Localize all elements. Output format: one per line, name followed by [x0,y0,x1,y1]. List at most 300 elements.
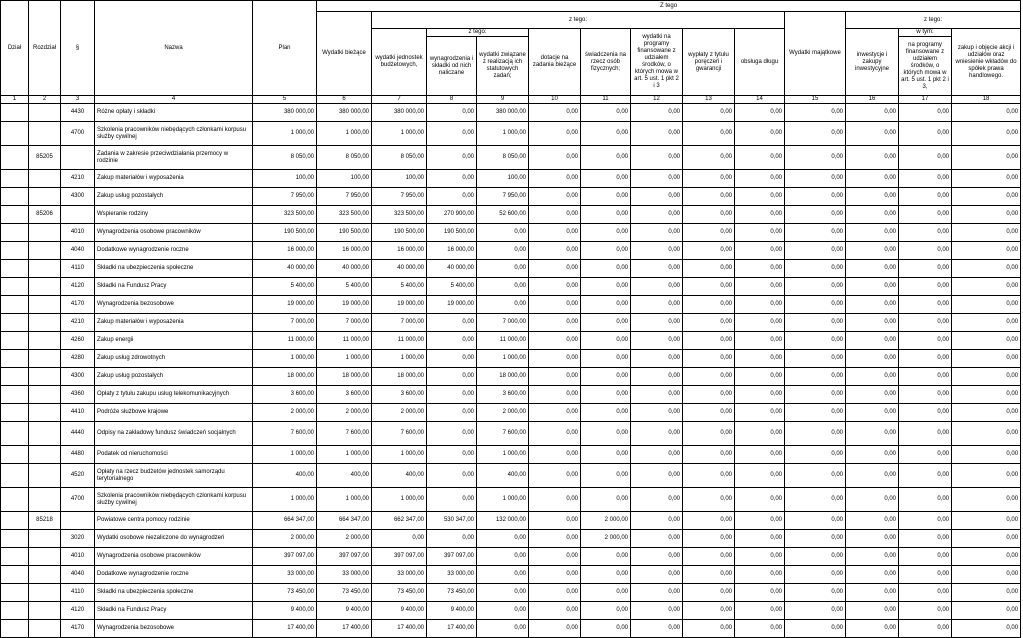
rozdzial-cell [29,242,61,260]
amount-cell: 0,00 [952,368,1021,386]
col-wynagrodzenia: wynagrodzenia i składki od nich naliczane [427,37,477,96]
amount-cell: 0,00 [529,404,581,422]
dzial-cell [1,404,29,422]
amount-cell: 400,00 [317,464,372,488]
amount-cell: 380 000,00 [317,104,372,122]
amount-cell: 0,00 [477,620,529,638]
col-wydatki-biezace: Wydatki bieżące [317,12,372,96]
nazwa-cell: Dodatkowe wynagrodzenie roczne [95,242,253,260]
amount-cell: 100,00 [317,170,372,188]
paragraf-cell: 4700 [61,122,95,146]
amount-cell: 0,00 [846,206,899,224]
table-row [1,464,1021,488]
amount-cell: 397 097,00 [317,548,372,566]
amount-cell: 190 500,00 [317,224,372,242]
amount-cell: 380 000,00 [253,104,317,122]
dzial-cell [1,206,29,224]
table-row [1,446,1021,464]
amount-cell: 40 000,00 [427,260,477,278]
nazwa-cell: Składki na ubezpieczenia społeczne [95,260,253,278]
amount-cell: 3 600,00 [372,386,427,404]
paragraf-cell: 4520 [61,464,95,488]
paragraf-cell: 4120 [61,278,95,296]
amount-cell: 0,00 [581,566,631,584]
amount-cell: 0,00 [683,488,735,512]
nazwa-cell: Składki na Fundusz Pracy [95,602,253,620]
amount-cell: 0,00 [631,446,683,464]
table-row [1,104,1021,122]
amount-cell: 0,00 [899,146,952,170]
amount-cell: 0,00 [683,530,735,548]
col-nazwa: Nazwa [95,1,253,96]
col-inwestycje: inwestycje i zakupy inwestycyjne [846,29,899,96]
amount-cell: 0,00 [581,278,631,296]
amount-cell: 33 000,00 [372,566,427,584]
amount-cell: 0,00 [785,446,846,464]
amount-cell: 0,00 [952,314,1021,332]
amount-cell: 0,00 [477,260,529,278]
amount-cell: 0,00 [899,404,952,422]
amount-cell: 0,00 [529,332,581,350]
amount-cell: 0,00 [899,278,952,296]
amount-cell: 1 000,00 [253,122,317,146]
nazwa-cell: Opłaty z tytułu zakupu usług telekomunikacyjnych [95,386,253,404]
amount-cell: 0,00 [631,278,683,296]
amount-cell: 0,00 [631,602,683,620]
rozdzial-cell [29,548,61,566]
amount-cell: 100,00 [372,170,427,188]
paragraf-cell: 4700 [61,488,95,512]
amount-cell: 400,00 [477,464,529,488]
amount-cell: 0,00 [846,104,899,122]
amount-cell: 0,00 [899,530,952,548]
amount-cell: 73 450,00 [372,584,427,602]
amount-cell: 270 900,00 [427,206,477,224]
amount-cell: 33 000,00 [427,566,477,584]
amount-cell: 0,00 [581,224,631,242]
amount-cell: 0,00 [581,620,631,638]
amount-cell: 7 000,00 [253,314,317,332]
amount-cell: 0,00 [581,206,631,224]
amount-cell: 0,00 [427,104,477,122]
dzial-cell [1,296,29,314]
column-number: 11 [581,96,631,104]
amount-cell: 0,00 [785,548,846,566]
paragraf-cell: 4170 [61,620,95,638]
amount-cell: 0,00 [735,206,785,224]
amount-cell: 0,00 [581,188,631,206]
amount-cell: 40 000,00 [372,260,427,278]
amount-cell: 0,00 [952,386,1021,404]
amount-cell: 0,00 [735,314,785,332]
amount-cell: 0,00 [631,242,683,260]
amount-cell: 0,00 [529,122,581,146]
amount-cell: 0,00 [846,530,899,548]
nazwa-cell: Wynagrodzenia bezosobowe [95,296,253,314]
col-dzial: Dział [1,1,29,96]
amount-cell: 0,00 [785,512,846,530]
amount-cell: 0,00 [427,404,477,422]
rozdzial-cell [29,386,61,404]
amount-cell: 16 000,00 [427,242,477,260]
amount-cell: 11 000,00 [372,332,427,350]
amount-cell: 18 000,00 [372,368,427,386]
col-na-programy: na programy finansowane z udziałem środków, o których mowa w art. 5 ust. 1 pkt 2 i 3, [899,37,952,96]
amount-cell: 0,00 [899,260,952,278]
amount-cell: 73 450,00 [253,584,317,602]
paragraf-cell [61,512,95,530]
table-body [1,104,1021,638]
amount-cell: 0,00 [785,242,846,260]
amount-cell: 1 000,00 [253,488,317,512]
amount-cell: 1 000,00 [317,350,372,368]
amount-cell: 0,00 [735,242,785,260]
rozdzial-cell [29,422,61,446]
amount-cell: 17 400,00 [253,620,317,638]
amount-cell: 0,00 [427,422,477,446]
amount-cell: 18 000,00 [253,368,317,386]
amount-cell: 0,00 [899,224,952,242]
nazwa-cell: Powiatowe centra pomocy rodzinie [95,512,253,530]
nazwa-cell: Podatek od nieruchomości [95,446,253,464]
amount-cell: 0,00 [735,104,785,122]
amount-cell: 0,00 [735,404,785,422]
amount-cell: 17 400,00 [317,620,372,638]
amount-cell: 1 000,00 [477,122,529,146]
paragraf-cell: 4430 [61,104,95,122]
nazwa-cell: Dodatkowe wynagrodzenie roczne [95,566,253,584]
amount-cell: 0,00 [952,332,1021,350]
paragraf-cell: 4300 [61,368,95,386]
amount-cell: 0,00 [427,170,477,188]
amount-cell: 0,00 [899,188,952,206]
paragraf-cell: 4210 [61,314,95,332]
amount-cell: 0,00 [631,464,683,488]
amount-cell: 7 950,00 [372,188,427,206]
column-number: 13 [683,96,735,104]
amount-cell: 18 000,00 [477,368,529,386]
amount-cell: 0,00 [581,584,631,602]
table-row [1,122,1021,146]
amount-cell: 0,00 [785,314,846,332]
amount-cell: 0,00 [427,488,477,512]
rozdzial-cell [29,530,61,548]
amount-cell: 0,00 [683,332,735,350]
amount-cell: 400,00 [372,464,427,488]
amount-cell: 9 400,00 [372,602,427,620]
table-row [1,188,1021,206]
amount-cell: 0,00 [735,146,785,170]
amount-cell: 0,00 [683,170,735,188]
rozdzial-cell [29,488,61,512]
amount-cell: 0,00 [631,566,683,584]
rozdzial-cell [29,620,61,638]
amount-cell: 0,00 [529,446,581,464]
amount-cell: 0,00 [581,122,631,146]
amount-cell: 0,00 [846,296,899,314]
amount-cell: 0,00 [846,422,899,446]
amount-cell: 0,00 [899,314,952,332]
amount-cell: 0,00 [785,332,846,350]
rozdzial-cell: 85218 [29,512,61,530]
amount-cell: 0,00 [631,584,683,602]
dzial-cell [1,512,29,530]
amount-cell: 0,00 [581,602,631,620]
amount-cell: 0,00 [785,170,846,188]
col-rozdzial: Rozdział [29,1,61,96]
amount-cell: 0,00 [427,122,477,146]
amount-cell: 7 000,00 [477,314,529,332]
amount-cell: 0,00 [581,170,631,188]
amount-cell: 0,00 [899,620,952,638]
amount-cell: 0,00 [372,530,427,548]
dzial-cell [1,446,29,464]
amount-cell: 0,00 [846,464,899,488]
col-z-tego-majatkowe: z tego: [846,12,1021,29]
amount-cell: 1 000,00 [317,122,372,146]
col-dotacje: dotacje na zadania bieżące [529,29,581,96]
amount-cell: 7 000,00 [317,314,372,332]
amount-cell: 0,00 [735,446,785,464]
amount-cell: 0,00 [785,350,846,368]
dzial-cell [1,170,29,188]
amount-cell: 1 000,00 [372,122,427,146]
amount-cell: 0,00 [581,242,631,260]
column-number: 2 [29,96,61,104]
amount-cell: 100,00 [477,170,529,188]
amount-cell: 9 400,00 [317,602,372,620]
nazwa-cell: Szkolenia pracowników niebędących członkami korpusu służby cywilnej [95,488,253,512]
dzial-cell [1,566,29,584]
amount-cell: 0,00 [899,332,952,350]
rozdzial-cell [29,122,61,146]
dzial-cell [1,104,29,122]
amount-cell: 0,00 [529,242,581,260]
amount-cell: 0,00 [899,386,952,404]
rozdzial-cell [29,170,61,188]
amount-cell: 0,00 [581,386,631,404]
paragraf-cell: 4110 [61,584,95,602]
amount-cell: 0,00 [846,260,899,278]
amount-cell: 190 500,00 [372,224,427,242]
amount-cell: 0,00 [529,260,581,278]
amount-cell: 0,00 [952,350,1021,368]
nazwa-cell: Zakup materiałów i wyposażenia [95,170,253,188]
amount-cell: 0,00 [735,332,785,350]
amount-cell: 0,00 [683,146,735,170]
amount-cell: 0,00 [899,566,952,584]
amount-cell: 0,00 [683,404,735,422]
amount-cell: 0,00 [899,242,952,260]
amount-cell: 19 000,00 [372,296,427,314]
table-row [1,566,1021,584]
amount-cell: 11 000,00 [317,332,372,350]
amount-cell: 0,00 [735,122,785,146]
column-number: 8 [427,96,477,104]
dzial-cell [1,242,29,260]
column-number-row [1,96,1021,104]
amount-cell: 3 600,00 [317,386,372,404]
amount-cell: 0,00 [477,584,529,602]
amount-cell: 3 600,00 [253,386,317,404]
amount-cell: 8 050,00 [477,146,529,170]
amount-cell: 0,00 [683,464,735,488]
amount-cell: 323 500,00 [317,206,372,224]
amount-cell: 0,00 [846,188,899,206]
amount-cell: 0,00 [846,146,899,170]
amount-cell: 7 950,00 [317,188,372,206]
column-number: 17 [899,96,952,104]
amount-cell: 0,00 [581,404,631,422]
amount-cell: 1 000,00 [372,446,427,464]
amount-cell: 0,00 [477,278,529,296]
amount-cell: 0,00 [683,602,735,620]
amount-cell: 0,00 [785,620,846,638]
amount-cell: 0,00 [581,464,631,488]
amount-cell: 0,00 [846,170,899,188]
amount-cell: 0,00 [427,188,477,206]
table-row [1,146,1021,170]
amount-cell: 0,00 [952,170,1021,188]
amount-cell: 0,00 [683,224,735,242]
amount-cell: 0,00 [631,548,683,566]
amount-cell: 0,00 [427,386,477,404]
column-number: 10 [529,96,581,104]
amount-cell: 16 000,00 [372,242,427,260]
paragraf-cell: 4170 [61,296,95,314]
amount-cell: 0,00 [631,122,683,146]
amount-cell: 0,00 [735,548,785,566]
amount-cell: 0,00 [735,170,785,188]
amount-cell: 2 000,00 [317,530,372,548]
amount-cell: 0,00 [846,242,899,260]
amount-cell: 0,00 [846,620,899,638]
paragraf-cell: 4300 [61,188,95,206]
amount-cell: 8 050,00 [317,146,372,170]
table-row [1,530,1021,548]
amount-cell: 0,00 [952,260,1021,278]
table-header [1,1,1021,104]
amount-cell: 0,00 [785,368,846,386]
amount-cell: 52 600,00 [477,206,529,224]
amount-cell: 0,00 [735,602,785,620]
amount-cell: 190 500,00 [253,224,317,242]
nazwa-cell: Składki na ubezpieczenia społeczne [95,584,253,602]
amount-cell: 0,00 [735,512,785,530]
dzial-cell [1,146,29,170]
amount-cell: 0,00 [846,122,899,146]
amount-cell: 7 600,00 [253,422,317,446]
amount-cell: 0,00 [952,620,1021,638]
amount-cell: 0,00 [529,104,581,122]
amount-cell: 0,00 [631,350,683,368]
rozdzial-cell [29,314,61,332]
dzial-cell [1,602,29,620]
amount-cell: 0,00 [952,602,1021,620]
nazwa-cell: Szkolenia pracowników niebędących członkami korpusu służby cywilnej [95,122,253,146]
amount-cell: 0,00 [529,566,581,584]
amount-cell: 0,00 [785,122,846,146]
column-number: 5 [253,96,317,104]
amount-cell: 0,00 [785,296,846,314]
amount-cell: 2 000,00 [317,404,372,422]
amount-cell: 0,00 [631,620,683,638]
table-row [1,296,1021,314]
amount-cell: 0,00 [785,188,846,206]
amount-cell: 0,00 [581,332,631,350]
col-wyplaty: wypłaty z tytułu poręczeń i gwarancji [683,29,735,96]
amount-cell: 0,00 [785,404,846,422]
column-number: 18 [952,96,1021,104]
amount-cell: 73 450,00 [317,584,372,602]
col-obsluga-dlugu: obsługa długu [735,29,785,96]
column-number: 12 [631,96,683,104]
col-paragraf: § [61,1,95,96]
amount-cell: 0,00 [846,386,899,404]
paragraf-cell: 4480 [61,446,95,464]
amount-cell: 19 000,00 [317,296,372,314]
amount-cell: 9 400,00 [253,602,317,620]
amount-cell: 0,00 [785,584,846,602]
amount-cell: 0,00 [899,368,952,386]
dzial-cell [1,620,29,638]
amount-cell: 0,00 [631,404,683,422]
amount-cell: 1 000,00 [253,446,317,464]
amount-cell: 0,00 [427,146,477,170]
amount-cell: 0,00 [683,122,735,146]
amount-cell: 0,00 [846,602,899,620]
amount-cell: 0,00 [785,488,846,512]
amount-cell: 0,00 [899,422,952,446]
amount-cell: 0,00 [427,368,477,386]
amount-cell: 73 450,00 [427,584,477,602]
table-row [1,242,1021,260]
dzial-cell [1,350,29,368]
amount-cell: 0,00 [785,566,846,584]
amount-cell: 0,00 [529,488,581,512]
amount-cell: 0,00 [581,314,631,332]
amount-cell: 0,00 [631,170,683,188]
table-row [1,512,1021,530]
amount-cell: 0,00 [683,296,735,314]
amount-cell: 0,00 [529,350,581,368]
column-number: 9 [477,96,529,104]
col-z-tego-jednostek: z tego: [427,29,529,37]
amount-cell: 0,00 [529,146,581,170]
amount-cell: 0,00 [735,350,785,368]
rozdzial-cell [29,104,61,122]
rozdzial-cell: 85205 [29,146,61,170]
amount-cell: 0,00 [683,422,735,446]
amount-cell: 323 500,00 [253,206,317,224]
amount-cell: 0,00 [683,386,735,404]
amount-cell: 0,00 [785,260,846,278]
paragraf-cell [61,146,95,170]
amount-cell: 0,00 [427,530,477,548]
amount-cell: 0,00 [899,206,952,224]
amount-cell: 0,00 [952,548,1021,566]
nazwa-cell: Wspieranie rodziny [95,206,253,224]
amount-cell: 1 000,00 [253,350,317,368]
column-number: 6 [317,96,372,104]
amount-cell: 0,00 [952,422,1021,446]
table-row [1,584,1021,602]
amount-cell: 380 000,00 [477,104,529,122]
rozdzial-cell [29,566,61,584]
amount-cell: 7 600,00 [317,422,372,446]
amount-cell: 0,00 [683,620,735,638]
amount-cell: 0,00 [529,548,581,566]
